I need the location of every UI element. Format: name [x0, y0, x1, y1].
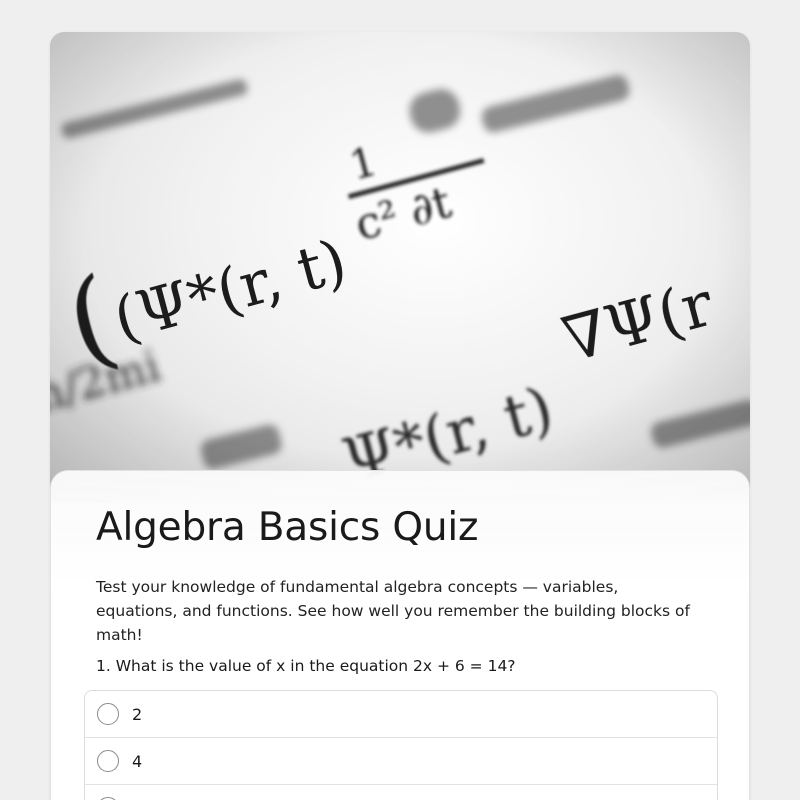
answer-option-label: 4	[132, 751, 143, 771]
answer-option[interactable]	[85, 738, 717, 785]
answer-option-label: 2	[132, 704, 143, 724]
quiz-card	[50, 32, 750, 800]
radio-button[interactable]	[97, 703, 119, 725]
answer-option[interactable]	[85, 785, 717, 800]
math-equation-illustration	[50, 32, 750, 502]
answer-option[interactable]	[85, 691, 717, 738]
quiz-description: Test your knowledge of fundamental algebra concepts — variables, equations, and functions. See how well you remember the building blocks of math!	[96, 578, 690, 644]
quiz-content	[50, 470, 750, 800]
question-1-text: 1. What is the value of x in the equation 2x + 6 = 14?	[96, 657, 516, 675]
hero-image	[50, 32, 750, 502]
radio-button[interactable]	[97, 750, 119, 772]
quiz-title: Algebra Basics Quiz	[96, 505, 479, 550]
question-1-options	[84, 690, 718, 800]
